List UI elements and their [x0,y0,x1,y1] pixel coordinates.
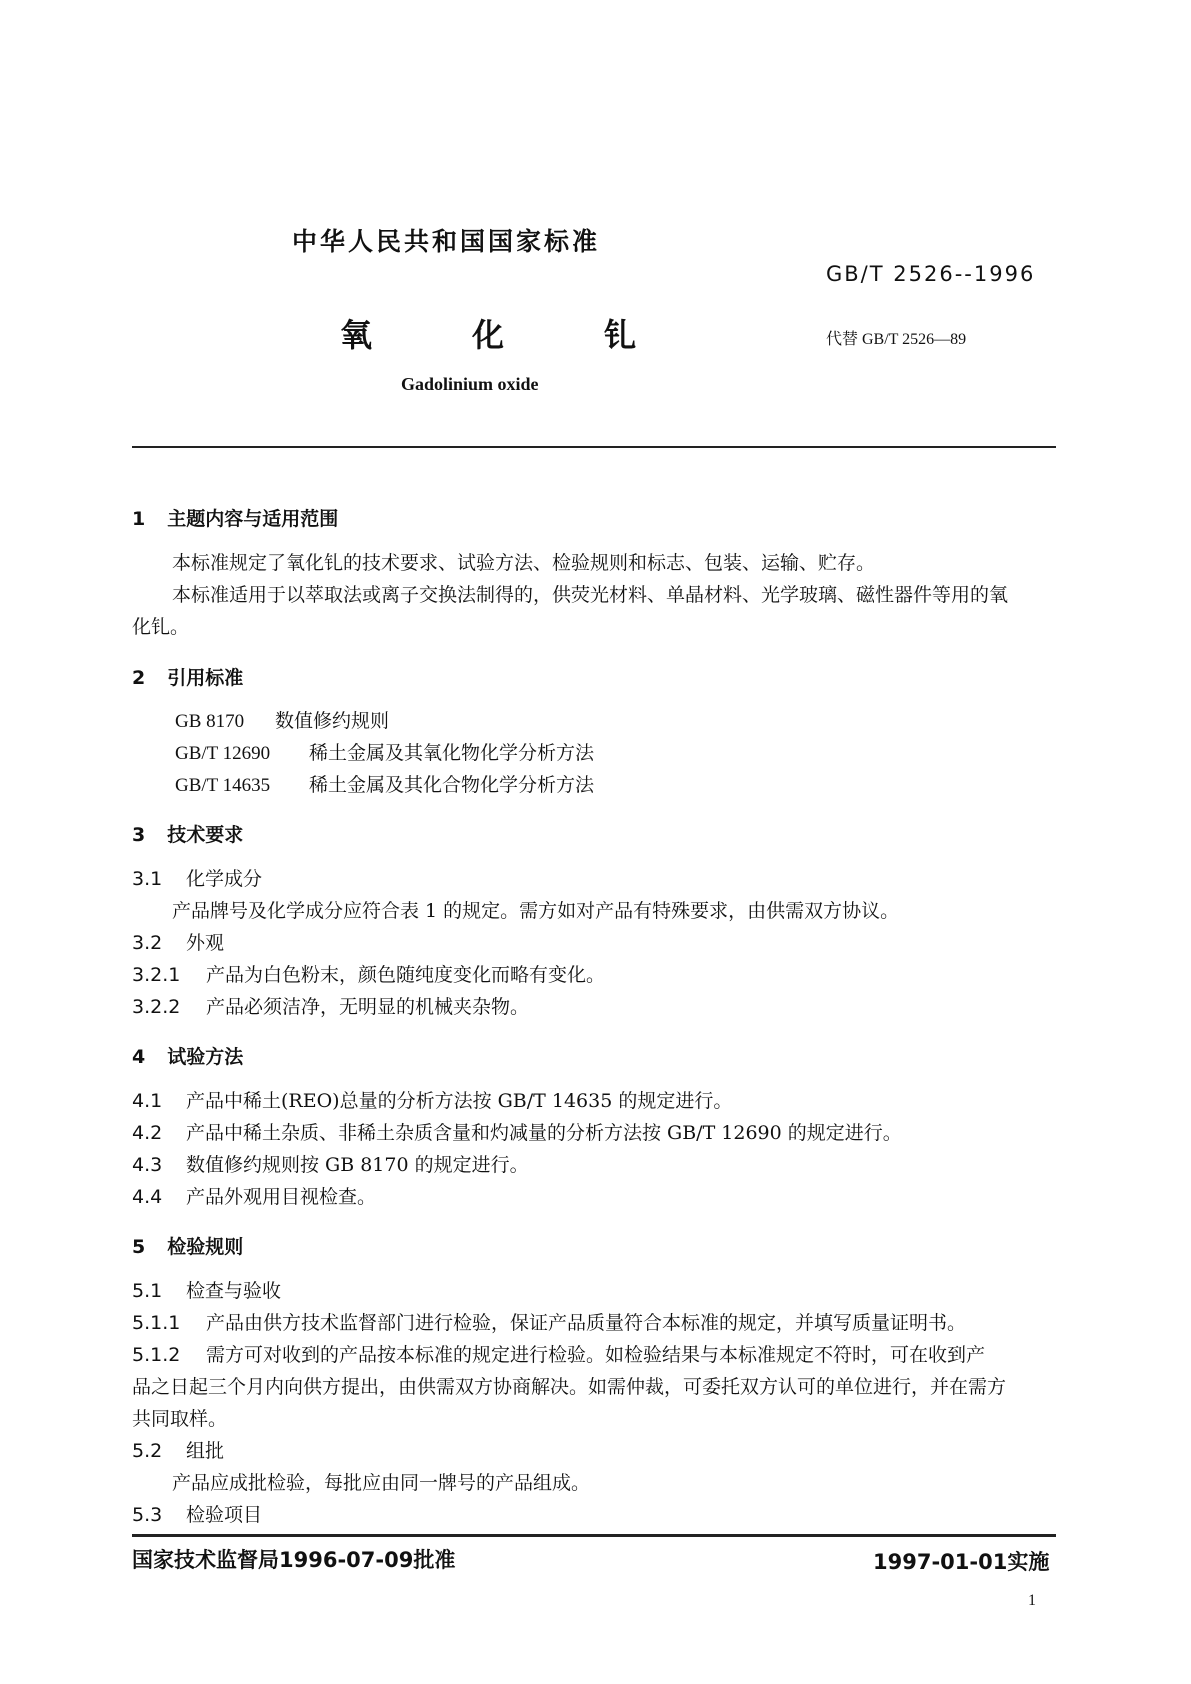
clause-number: 4.3 [132,1154,163,1176]
clause-text: 需方可对收到的产品按本标准的规定进行检验。如检验结果与本标准规定不符时，可在收到产 [206,1344,986,1366]
reference-title: 稀土金属及其氧化物化学分析方法 [309,742,595,764]
reference-item [175,738,594,769]
section-number: 3 [132,824,146,846]
clause-text: 产品外观用目视检查。 [186,1186,377,1208]
clause-title: 组批 [186,1440,225,1462]
paragraph: 产品应成批检验，每批应由同一牌号的产品组成。 [172,1472,591,1494]
paragraph-continuation: 化钆。 [132,616,190,638]
clause-5-1 [132,1276,281,1306]
section-number: 4 [132,1046,146,1068]
page-number: 1 [1028,1592,1036,1609]
paragraph: 产品牌号及化学成分应符合表 1 的规定。需方如对产品有特殊要求，由供需双方协议。 [172,900,900,922]
clause-4-2 [132,1118,902,1148]
standard-code: GB/T 2526--1996 [826,262,1036,286]
title-char-2: 化 [472,316,505,354]
paragraph-continuation: 共同取样。 [132,1408,228,1430]
clause-3-1 [132,864,262,894]
clause-text: 产品必须洁净，无明显的机械夹杂物。 [206,996,530,1018]
reference-item [175,706,389,737]
approval-note: 国家技术监督局1996-07-09批准 [132,1548,456,1572]
clause-number: 5.1 [132,1280,163,1302]
reference-code: GB/T 12690 [175,743,271,764]
clause-5-3 [132,1500,262,1530]
footer-rule [132,1534,1056,1537]
section-1-heading [132,504,338,531]
clause-4-4 [132,1182,376,1212]
section-title: 检验规则 [167,1236,244,1258]
section-title: 主题内容与适用范围 [167,508,339,530]
clause-text: 产品中稀土杂质、非稀土杂质含量和灼减量的分析方法按 GB/T 12690 的规定进行。 [186,1122,902,1144]
clause-number: 4.2 [132,1122,163,1144]
standard-title: 中华人民共和国国家标准 [292,227,601,256]
english-title: Gadolinium oxide [401,374,539,394]
clause-title: 化学成分 [186,868,263,890]
reference-title: 稀土金属及其化合物化学分析方法 [309,774,595,796]
reference-item [175,770,594,801]
replaces-note: 代替 GB/T 2526—89 [826,331,967,348]
reference-code: GB/T 14635 [175,775,271,796]
paragraph-continuation: 品之日起三个月内向供方提出，由供需双方协商解决。如需仲裁，可委托双方认可的单位进行，并在需方 [132,1376,1007,1398]
clause-3-2 [132,928,224,958]
section-number: 5 [132,1236,146,1258]
clause-number: 3.2 [132,932,163,954]
clause-number: 3.2.2 [132,996,181,1018]
section-number: 1 [132,508,146,530]
clause-text: 产品为白色粉末，颜色随纯度变化而略有变化。 [206,964,606,986]
title-char-3: 钆 [604,316,637,354]
clause-text: 产品由供方技术监督部门进行检验，保证产品质量符合本标准的规定，并填写质量证明书。 [206,1312,967,1334]
paragraph: 本标准规定了氧化钆的技术要求、试验方法、检验规则和标志、包装、运输、贮存。 [172,552,876,574]
document-title [340,310,636,356]
clause-title: 外观 [186,932,225,954]
section-title: 技术要求 [167,824,244,846]
clause-title: 检查与验收 [186,1280,282,1302]
clause-text: 数值修约规则按 GB 8170 的规定进行。 [186,1154,529,1176]
clause-4-3 [132,1150,529,1180]
section-5-heading [132,1232,243,1259]
section-2-heading [132,663,243,690]
title-char-1: 氧 [340,316,373,354]
clause-text: 产品中稀土(REO)总量的分析方法按 GB/T 14635 的规定进行。 [186,1090,733,1112]
clause-number: 4.1 [132,1090,163,1112]
section-4-heading [132,1042,243,1069]
clause-3-2-2 [132,992,529,1022]
header-rule [132,446,1056,448]
clause-number: 5.2 [132,1440,163,1462]
clause-title: 检验项目 [186,1504,263,1526]
clause-5-1-2 [132,1340,985,1370]
clause-number: 5.3 [132,1504,163,1526]
reference-title: 数值修约规则 [275,710,390,732]
section-title: 试验方法 [167,1046,244,1068]
clause-number: 3.2.1 [132,964,181,986]
section-3-heading [132,820,243,847]
clause-4-1 [132,1086,732,1116]
reference-code: GB 8170 [175,711,245,732]
effective-date: 1997-01-01实施 [873,1550,1050,1574]
clause-number: 5.1.2 [132,1344,181,1366]
clause-5-2 [132,1436,224,1466]
section-number: 2 [132,667,146,689]
clause-3-2-1 [132,960,605,990]
clause-number: 3.1 [132,868,163,890]
section-title: 引用标准 [167,667,244,689]
clause-5-1-1 [132,1308,966,1338]
clause-number: 5.1.1 [132,1312,181,1334]
clause-number: 4.4 [132,1186,163,1208]
paragraph: 本标准适用于以萃取法或离子交换法制得的，供荧光材料、单晶材料、光学玻璃、磁性器件等用的氧 [172,584,1009,606]
